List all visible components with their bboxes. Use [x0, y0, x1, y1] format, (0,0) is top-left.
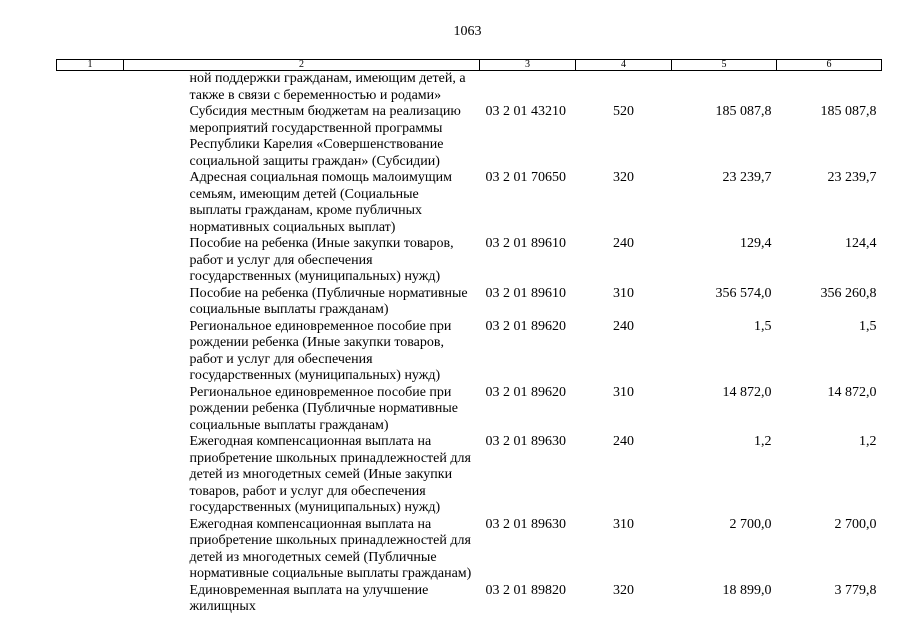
row-value1-cell: 1,2	[754, 434, 772, 449]
row-name-cell: Региональное единовременное пособие при рождении ребенка (Публичные нормативные социальные выплаты гражданам)	[189, 384, 459, 433]
row-code-cell: 03 2 01 89620	[485, 384, 566, 400]
column-number-header	[57, 60, 882, 71]
row-type-cell: 520	[613, 104, 634, 119]
row-name-cell: Единовременная выплата на улучшение жилищных	[189, 582, 429, 614]
row-type-cell: 310	[613, 285, 634, 301]
row-value2-cell: 356 260,8	[820, 285, 877, 301]
row-value1-cell: 185 087,8	[715, 104, 772, 119]
row-name-cell: Субсидия местным бюджетам на реализацию мероприятий государственной программы Республики Карелия «Совершенствование социальной защиты граждан» (Субсидии)	[189, 104, 461, 169]
row-name-cell: Ежегодная компенсационная выплата на приобретение школьных принадлежностей для детей из многодетных семей (Публичные нормативные социальные выплаты гражданам)	[189, 516, 472, 581]
table-row	[57, 286, 882, 319]
table-row	[57, 71, 882, 105]
row-type-cell: 310	[613, 384, 634, 400]
row-number-cell	[57, 319, 124, 385]
row-number-cell	[57, 104, 124, 170]
row-code-cell	[480, 71, 576, 105]
table-row	[57, 236, 882, 286]
row-value2-cell: 1,5	[859, 318, 877, 334]
row-type-cell: 310	[613, 516, 634, 532]
row-type-cell: 240	[613, 434, 634, 449]
row-code-cell: 03 2 01 89610	[485, 285, 566, 301]
row-value2-cell: 1,2	[859, 434, 877, 449]
row-code-cell: 03 2 01 89630	[485, 516, 566, 532]
page-number: 1063	[453, 24, 482, 39]
row-value2-cell: 14 872,0	[827, 384, 877, 400]
row-code-cell: 03 2 01 89820	[485, 582, 566, 598]
row-value1-cell: 23 239,7	[722, 170, 772, 185]
row-type-cell: 320	[613, 582, 634, 598]
row-name-cell: Адресная социальная помощь малоимущим семьям, имеющим детей (Социальные выплаты гражданам, кроме публичных нормативных социальных выплат)	[189, 170, 453, 235]
row-value2-cell: 185 087,8	[820, 104, 877, 119]
row-value1-cell: 2 700,0	[729, 516, 772, 532]
row-value1-cell	[672, 71, 777, 105]
row-code-cell: 03 2 01 89630	[485, 434, 566, 449]
row-value2-cell: 124,4	[845, 236, 877, 251]
row-number-cell	[57, 434, 124, 517]
table-row	[57, 385, 882, 435]
table-row	[57, 104, 882, 170]
row-number-cell	[57, 236, 124, 286]
row-value2-cell: 2 700,0	[834, 516, 877, 532]
table-row	[57, 170, 882, 236]
column-header-6: 6	[777, 60, 882, 71]
row-name-cell: Ежегодная компенсационная выплата на приобретение школьных принадлежностей для детей из многодетных семей (Иные закупки товаров, работ и услуг для обеспечения государственных (муниципальных) нужд)	[189, 434, 471, 515]
row-number-cell	[57, 583, 124, 616]
row-name-cell: Пособие на ребенка (Иные закупки товаров, работ и услуг для обеспечения государственных (муниципальных) нужд)	[189, 236, 454, 284]
row-number-cell	[57, 286, 124, 319]
row-number-cell	[57, 71, 124, 105]
row-value1-cell: 1,5	[754, 318, 772, 334]
row-number-cell	[57, 385, 124, 435]
row-type-cell: 240	[613, 236, 634, 251]
table-row	[57, 517, 882, 583]
column-header-3: 3	[480, 60, 576, 71]
table-row	[57, 583, 882, 616]
column-header-4: 4	[576, 60, 672, 71]
column-header-2: 2	[124, 60, 480, 71]
column-header-1: 1	[57, 60, 124, 71]
row-value1-cell: 18 899,0	[722, 582, 772, 598]
row-value1-cell: 14 872,0	[722, 384, 772, 400]
row-type-cell: 320	[613, 170, 634, 185]
row-code-cell: 03 2 01 89610	[485, 236, 566, 251]
row-code-cell: 03 2 01 89620	[485, 318, 566, 334]
row-value1-cell: 129,4	[740, 236, 772, 251]
table-row	[57, 319, 882, 385]
row-value1-cell: 356 574,0	[715, 285, 772, 301]
row-name-cell: Региональное единовременное пособие при рождении ребенка (Иные закупки товаров, работ и услуг для обеспечения государственных (муниципальных) нужд)	[189, 318, 452, 383]
row-value2-cell: 3 779,8	[834, 582, 877, 598]
row-value2-cell: 23 239,7	[827, 170, 877, 185]
column-header-5: 5	[672, 60, 777, 71]
row-number-cell	[57, 170, 124, 236]
row-code-cell: 03 2 01 70650	[485, 170, 566, 185]
row-type-cell	[576, 71, 672, 105]
row-name-cell: ной поддержки гражданам, имеющим детей, а также в связи с беременностью и родами»	[189, 71, 466, 103]
table-row	[57, 434, 882, 517]
row-code-cell: 03 2 01 43210	[485, 104, 566, 119]
budget-table	[56, 59, 882, 616]
row-value2-cell	[777, 71, 882, 105]
row-type-cell: 240	[613, 318, 634, 334]
row-name-cell: Пособие на ребенка (Публичные нормативные социальные выплаты гражданам)	[189, 285, 468, 317]
row-number-cell	[57, 517, 124, 583]
